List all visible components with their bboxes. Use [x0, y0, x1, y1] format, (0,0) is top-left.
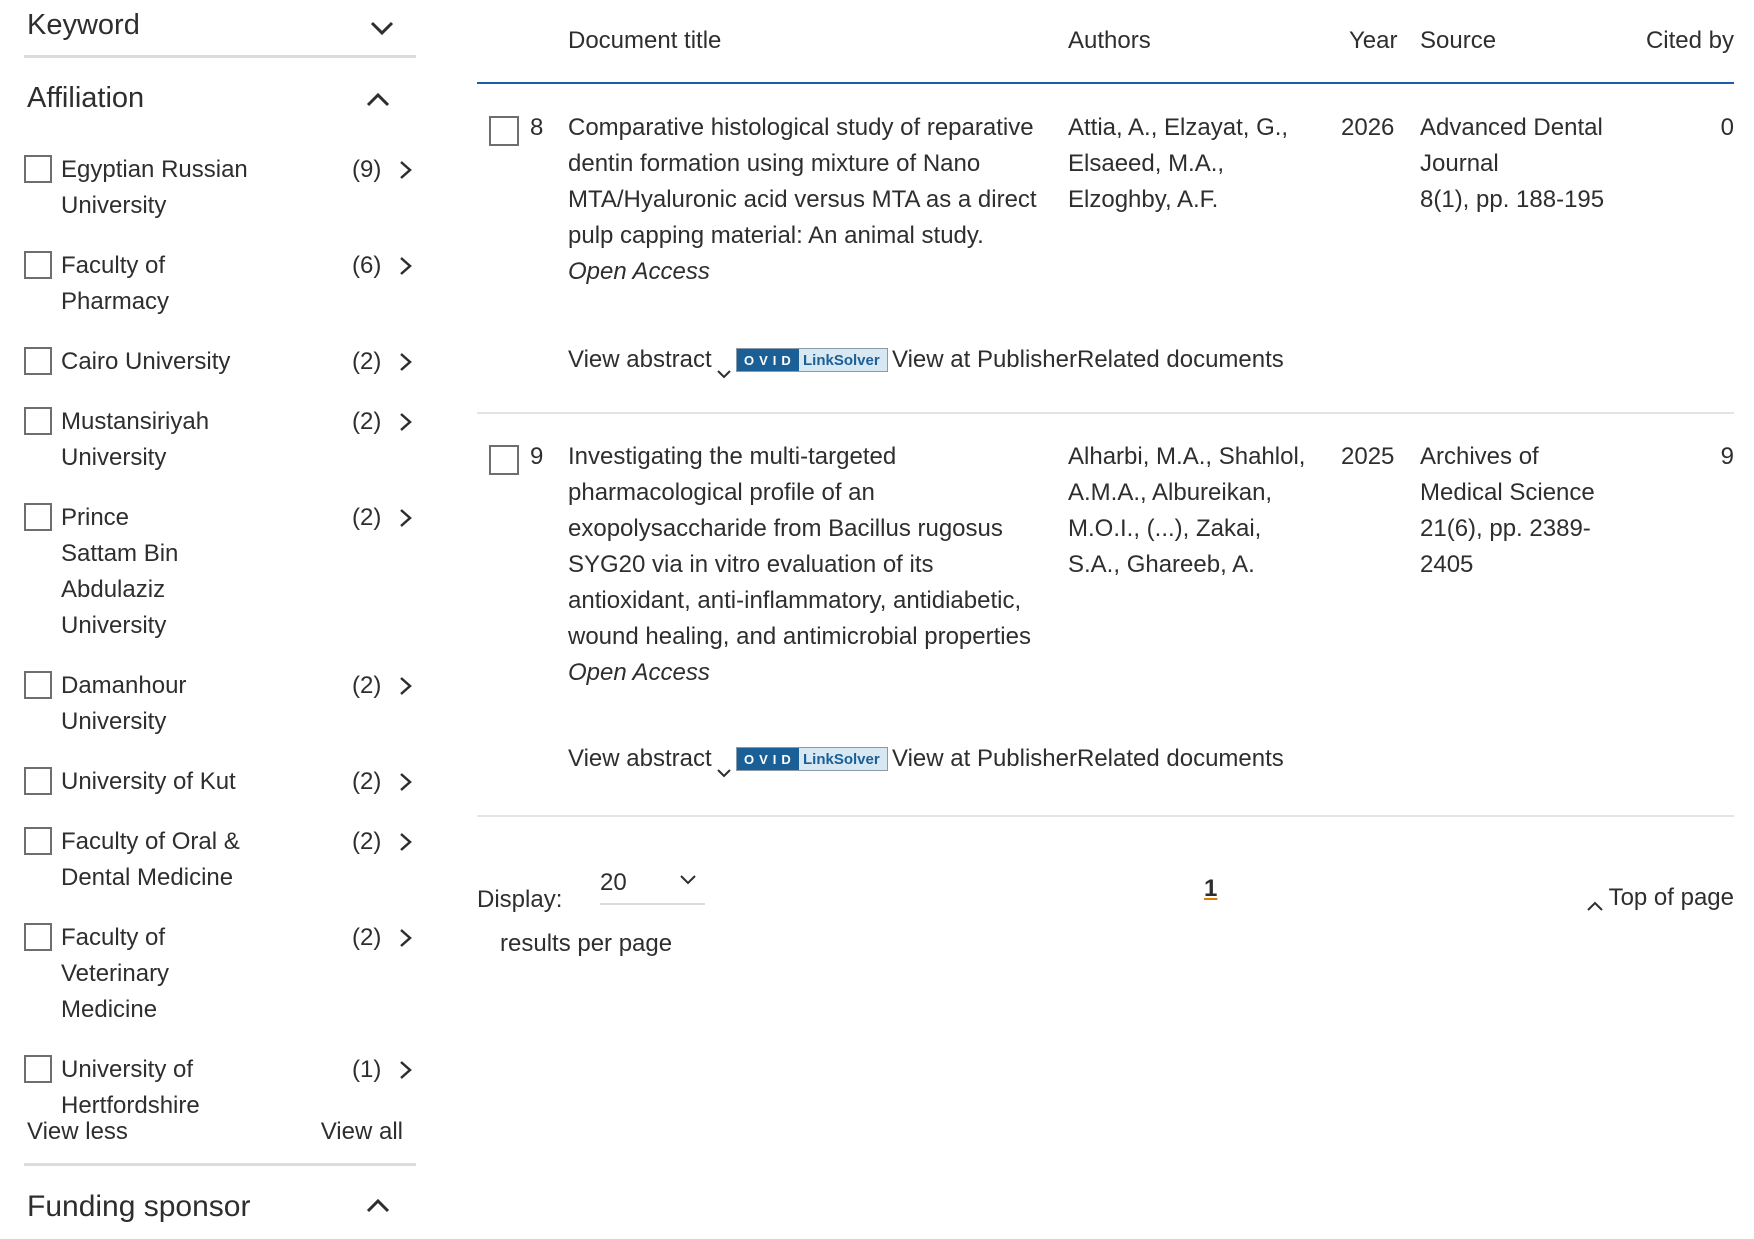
document-title-link[interactable]: Investigating the multi-targeted pharmacological profile of an exopolysaccharide from Bacillus rugosus SYG20 via in vitro evaluation of its antioxidant, anti-inflammatory, antidiabetic, wound healing, and antimicrobial properties — [568, 443, 1031, 650]
affiliation-item — [24, 764, 416, 800]
chevron-up-icon[interactable] — [364, 1192, 392, 1220]
view-abstract-button[interactable] — [568, 741, 732, 777]
affiliation-item — [24, 668, 416, 740]
chevron-right-icon[interactable] — [394, 1059, 416, 1081]
affiliation-label[interactable]: Damanhour University — [61, 672, 187, 735]
source-detail: 21(6), pp. 2389-2405 — [1420, 515, 1591, 578]
row-number: 9 — [530, 443, 544, 470]
affiliation-checkbox[interactable] — [24, 827, 52, 855]
chevron-down-icon — [716, 754, 732, 766]
ovid-linksolver-button[interactable] — [736, 747, 888, 771]
affiliation-count: (1) — [352, 1056, 382, 1083]
row-divider — [477, 412, 1734, 414]
affiliation-label[interactable]: Egyptian Russian University — [61, 156, 248, 219]
chevron-up-icon[interactable] — [364, 86, 392, 114]
affiliation-item — [24, 1052, 416, 1124]
affiliation-count: (2) — [352, 504, 382, 531]
affiliation-count: (2) — [352, 408, 382, 435]
affiliation-label[interactable]: Mustansiriyah University — [61, 408, 210, 471]
affiliation-checkbox[interactable] — [24, 671, 52, 699]
view-at-publisher-link[interactable]: View at Publisher — [892, 745, 1077, 772]
affiliation-label[interactable]: Cairo University — [61, 348, 231, 375]
affiliation-count: (2) — [352, 828, 382, 855]
affiliation-checkbox[interactable] — [24, 767, 52, 795]
row-checkbox[interactable] — [489, 445, 519, 475]
view-abstract-label: View abstract — [568, 346, 712, 373]
affiliation-checkbox[interactable] — [24, 251, 52, 279]
affiliation-count: (9) — [352, 156, 382, 183]
affiliation-item — [24, 344, 416, 380]
affiliation-list — [24, 152, 416, 1148]
column-header-title[interactable]: Document title — [568, 27, 722, 54]
facet-keyword-title: Keyword — [27, 9, 140, 41]
document-title-link[interactable]: Comparative histological study of reparative dentin formation using mixture of Nano MTA/Hyaluronic acid versus MTA as a direct pulp capping material: An animal study. — [568, 114, 1037, 249]
affiliation-label[interactable]: Faculty of Pharmacy — [61, 252, 170, 315]
affiliation-item — [24, 500, 416, 644]
view-abstract-button[interactable] — [568, 342, 732, 378]
chevron-right-icon[interactable] — [394, 771, 416, 793]
column-header-cited-by[interactable]: Cited by — [1645, 27, 1734, 54]
open-access-label: Open Access — [568, 659, 710, 686]
chevron-right-icon[interactable] — [394, 351, 416, 373]
affiliation-label[interactable]: Prince Sattam Bin Abdulaziz University — [61, 504, 179, 639]
cited-by-cell: 0 — [1720, 114, 1734, 141]
document-title-cell — [568, 110, 1058, 290]
sidebar-divider — [24, 1163, 416, 1166]
header-rule — [477, 82, 1734, 84]
year-cell: 2025 — [1341, 443, 1395, 470]
affiliation-count: (6) — [352, 252, 382, 279]
row-divider — [477, 815, 1734, 817]
affiliation-count: (2) — [352, 672, 382, 699]
facet-funding-title: Funding sponsor — [27, 1190, 251, 1223]
authors-cell[interactable]: Alharbi, M.A., Shahlol, A.M.A., Albureikan, M.O.I., (...), Zakai, S.A., Ghareeb, A. — [1068, 443, 1306, 578]
row-checkbox[interactable] — [489, 116, 519, 146]
affiliation-item — [24, 248, 416, 320]
column-header-authors[interactable]: Authors — [1068, 27, 1151, 54]
ovid-linksolver-button[interactable] — [736, 348, 888, 372]
view-abstract-label: View abstract — [568, 745, 712, 772]
chevron-up-icon — [1586, 892, 1604, 906]
affiliation-count: (2) — [352, 348, 382, 375]
facet-keyword-header[interactable] — [24, 0, 416, 58]
source-link[interactable]: Archives of Medical Science — [1420, 443, 1595, 506]
affiliation-view-controls — [24, 1118, 416, 1166]
row-number: 8 — [530, 114, 544, 141]
affiliation-checkbox[interactable] — [24, 923, 52, 951]
affiliation-label[interactable]: Faculty of Oral & Dental Medicine — [61, 828, 240, 891]
chevron-right-icon[interactable] — [394, 255, 416, 277]
chevron-right-icon[interactable] — [394, 411, 416, 433]
chevron-right-icon[interactable] — [394, 507, 416, 529]
source-cell — [1420, 439, 1620, 583]
results-per-page-select[interactable] — [600, 865, 705, 905]
chevron-right-icon[interactable] — [394, 159, 416, 181]
chevron-down-icon[interactable] — [368, 14, 396, 42]
top-of-page-link[interactable] — [1586, 884, 1734, 912]
source-detail: 8(1), pp. 188-195 — [1420, 186, 1605, 213]
facet-affiliation-title: Affiliation — [27, 82, 145, 114]
display-label: Display: — [477, 886, 563, 913]
authors-cell[interactable]: Attia, A., Elzayat, G., Elsaeed, M.A., Elzoghby, A.F. — [1068, 114, 1289, 213]
results-per-page-label: results per page — [500, 930, 673, 957]
affiliation-item — [24, 824, 416, 896]
affiliation-item — [24, 152, 416, 224]
column-header-year[interactable]: Year — [1349, 27, 1398, 54]
affiliation-label[interactable]: University of Kut — [61, 768, 236, 795]
affiliation-label[interactable]: Faculty of Veterinary Medicine — [61, 924, 170, 1023]
affiliation-checkbox[interactable] — [24, 155, 52, 183]
source-link[interactable]: Advanced Dental Journal — [1420, 114, 1603, 177]
affiliation-item — [24, 404, 416, 476]
chevron-right-icon[interactable] — [394, 831, 416, 853]
ovid-logo-text: OVID — [737, 349, 799, 371]
chevron-down-icon — [679, 873, 697, 887]
pagination-current-page[interactable]: 1 — [1204, 875, 1218, 902]
source-cell — [1420, 110, 1620, 218]
affiliation-count: (2) — [352, 924, 382, 951]
affiliation-checkbox[interactable] — [24, 347, 52, 375]
results-per-page-value: 20 — [600, 869, 627, 896]
ovid-logo-text: OVID — [737, 748, 799, 770]
view-all-link[interactable]: View all — [320, 1118, 403, 1145]
affiliation-label[interactable]: University of Hertfordshire — [61, 1056, 200, 1119]
top-of-page-label: Top of page — [1608, 884, 1734, 911]
chevron-right-icon[interactable] — [394, 927, 416, 949]
affiliation-count: (2) — [352, 768, 382, 795]
linksolver-logo-text: LinkSolver — [799, 748, 887, 770]
affiliation-item — [24, 920, 416, 1028]
column-header-source[interactable]: Source — [1420, 27, 1497, 54]
view-less-link[interactable]: View less — [27, 1118, 128, 1145]
filter-sidebar — [24, 0, 416, 1223]
affiliation-checkbox[interactable] — [24, 503, 52, 531]
linksolver-logo-text: LinkSolver — [799, 349, 887, 371]
year-cell: 2026 — [1341, 114, 1395, 141]
document-title-cell — [568, 439, 1058, 691]
view-at-publisher-link[interactable]: View at Publisher — [892, 346, 1077, 373]
chevron-down-icon — [716, 355, 732, 367]
open-access-label: Open Access — [568, 258, 710, 285]
related-documents-link[interactable]: Related documents — [1077, 346, 1284, 373]
affiliation-checkbox[interactable] — [24, 1055, 52, 1083]
cited-by-cell: 9 — [1720, 443, 1734, 470]
affiliation-checkbox[interactable] — [24, 407, 52, 435]
related-documents-link[interactable]: Related documents — [1077, 745, 1284, 772]
chevron-right-icon[interactable] — [394, 675, 416, 697]
